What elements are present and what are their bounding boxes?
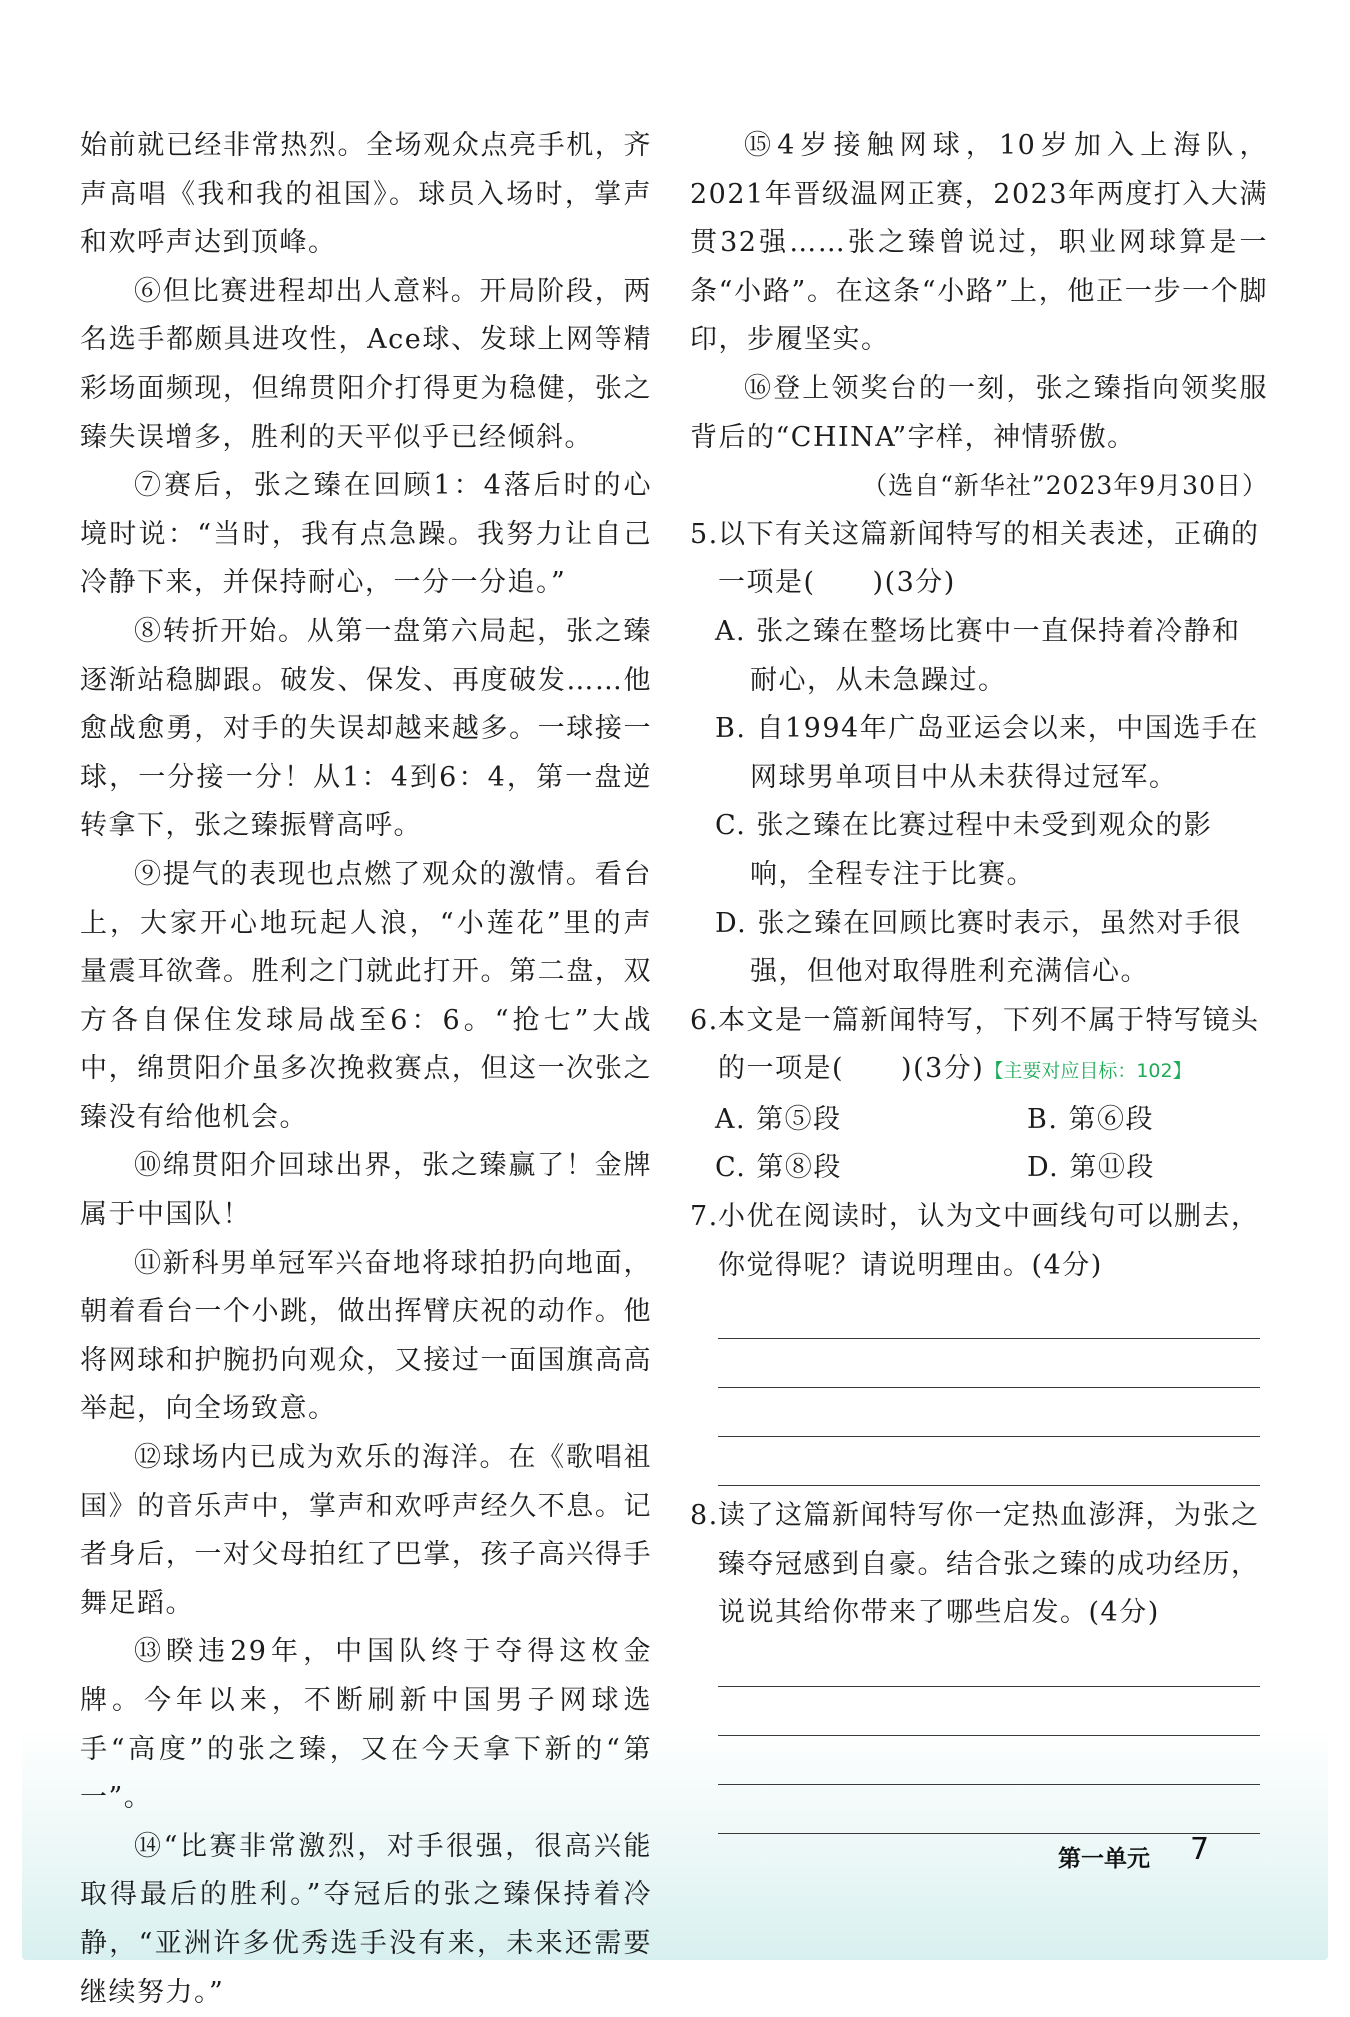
- left-column: [80, 122, 652, 2017]
- question-5-option-a[interactable]: A. 张之臻在整场比赛中一直保持着冷静和耐心，从未急躁过。: [715, 615, 1241, 696]
- question-6-option-b[interactable]: B. 第⑥段: [1027, 1103, 1155, 1135]
- target-tag: 【主要对应目标：102】: [984, 1060, 1192, 1083]
- answer-line[interactable]: [718, 1638, 1260, 1687]
- question-8-stem: [690, 1492, 1268, 1638]
- question-5-option-c[interactable]: C. 张之臻在比赛过程中未受到观众的影响，全程专注于比赛。: [715, 810, 1213, 890]
- paragraph-7: ⑦赛后，张之臻在回顾1：4落后时的心境时说：“当时，我有点急躁。我努力让自己冷静下来，并保持耐心，一分一分追。”: [80, 470, 652, 599]
- paragraph-9: ⑨提气的表现也点燃了观众的激情。看台上，大家开心地玩起人浪，“小莲花”里的声量震耳欲聋。胜利之门就此打开。第二盘，双方各自保住发球局战至6：6。“抢七”大战中，绵贯阳介虽多次挽救赛点，但这一次张之臻没有给他机会。: [80, 858, 652, 1133]
- answer-line[interactable]: [718, 1290, 1260, 1339]
- workbook-page: [22, 14, 1328, 2008]
- question-6-option-a[interactable]: A. 第⑤段: [715, 1103, 842, 1135]
- paragraph-12: ⑫球场内已成为欢乐的海洋。在《歌唱祖国》的音乐声中，掌声和欢呼声经久不息。记者身后，一对父母拍红了巴掌，孩子高兴得手舞足蹈。: [80, 1442, 652, 1619]
- question-6-stem: [690, 997, 1268, 1096]
- question-5-option-d[interactable]: D. 张之臻在回顾比赛时表示，虽然对手很强，但他对取得胜利充满信心。: [715, 907, 1242, 988]
- article-source: （选自“新华社”2023年9月30日）: [862, 471, 1268, 501]
- paragraph-13: ⑬睽违29年，中国队终于夺得这枚金牌。今年以来，不断刷新中国男子网球选手“高度”的张之臻，又在今天拿下新的“第一”。: [80, 1636, 652, 1814]
- page-number: 7: [1190, 1832, 1210, 1867]
- answer-line[interactable]: [718, 1785, 1260, 1834]
- question-6-option-d[interactable]: D. 第⑪段: [1027, 1152, 1155, 1184]
- question-8-text: 读了这篇新闻特写你一定热血澎湃，为张之臻夺冠感到自豪。结合张之臻的成功经历，说说其给你带来了哪些启发。(4分): [718, 1500, 1260, 1629]
- question-7-answer-area[interactable]: [690, 1290, 1268, 1486]
- question-7-stem: [690, 1193, 1268, 1290]
- answer-line[interactable]: [718, 1388, 1260, 1437]
- paragraph-continued: 始前就已经非常热烈。全场观众点亮手机，齐声高唱《我和我的祖国》。球员入场时，掌声和欢呼声达到顶峰。: [80, 130, 652, 259]
- question-6-text: 本文是一篇新闻特写，下列不属于特写镜头的一项是( )(3分): [718, 1004, 1260, 1085]
- paragraph-16: ⑯登上领奖台的一刻，张之臻指向领奖服背后的“CHINA”字样，神情骄傲。: [690, 372, 1268, 453]
- unit-title: 第一单元: [1058, 1846, 1150, 1872]
- question-8-answer-area[interactable]: [690, 1638, 1268, 1834]
- answer-line[interactable]: [718, 1339, 1260, 1388]
- question-7: [690, 1193, 1268, 1486]
- paragraph-14: ⑭“比赛非常激烈，对手很强，很高兴能取得最后的胜利。”夺冠后的张之臻保持着冷静，“亚洲许多优秀选手没有来，未来还需要继续努力。”: [80, 1830, 652, 2008]
- question-5: [690, 511, 1268, 997]
- paragraph-8: ⑧转折开始。从第一盘第六局起，张之臻逐渐站稳脚跟。破发、保发、再度破发……他愈战愈勇，对手的失误却越来越多。一球接一球，一分接一分！从1：4到6：4，第一盘逆转拿下，张之臻振臂高呼。: [80, 615, 652, 842]
- question-8: [690, 1492, 1268, 1834]
- question-6-options: [690, 1096, 1268, 1193]
- question-7-number: 7.: [690, 1201, 719, 1233]
- answer-line[interactable]: [718, 1687, 1260, 1736]
- question-5-option-b[interactable]: B. 自1994年广岛亚运会以来，中国选手在网球男单项目中从未获得过冠军。: [715, 713, 1259, 793]
- question-5-text: 以下有关这篇新闻特写的相关表述，正确的一项是( )(3分): [718, 518, 1260, 599]
- question-5-number: 5.: [690, 518, 719, 550]
- answer-line[interactable]: [718, 1736, 1260, 1785]
- question-8-number: 8.: [690, 1500, 719, 1532]
- question-5-stem: [690, 511, 1268, 608]
- paragraph-11: ⑪新科男单冠军兴奋地将球拍扔向地面，朝着看台一个小跳，做出挥臂庆祝的动作。他将网球和护腕扔向观众，又接过一面国旗高高举起，向全场致意。: [80, 1247, 652, 1425]
- paragraph-15: ⑮4岁接触网球，10岁加入上海队，2021年晋级温网正赛，2023年两度打入大满贯32强……张之臻曾说过，职业网球算是一条“小路”。在这条“小路”上，他正一步一个脚印，步履坚实。: [690, 130, 1268, 356]
- question-6-option-c[interactable]: C. 第⑧段: [715, 1152, 842, 1184]
- question-7-text: 小优在阅读时，认为文中画线句可以删去，你觉得呢？请说明理由。(4分): [718, 1201, 1260, 1281]
- answer-line[interactable]: [718, 1437, 1260, 1486]
- question-6-number: 6.: [690, 1004, 719, 1036]
- paragraph-10: ⑩绵贯阳介回球出界，张之臻赢了！金牌属于中国队！: [80, 1150, 652, 1231]
- question-6: [690, 997, 1268, 1193]
- paragraph-6: ⑥但比赛进程却出人意料。开局阶段，两名选手都颇具进攻性，Ace球、发球上网等精彩场面频现，但绵贯阳介打得更为稳健，张之臻失误增多，胜利的天平似乎已经倾斜。: [80, 275, 652, 453]
- right-column: [690, 122, 1268, 1834]
